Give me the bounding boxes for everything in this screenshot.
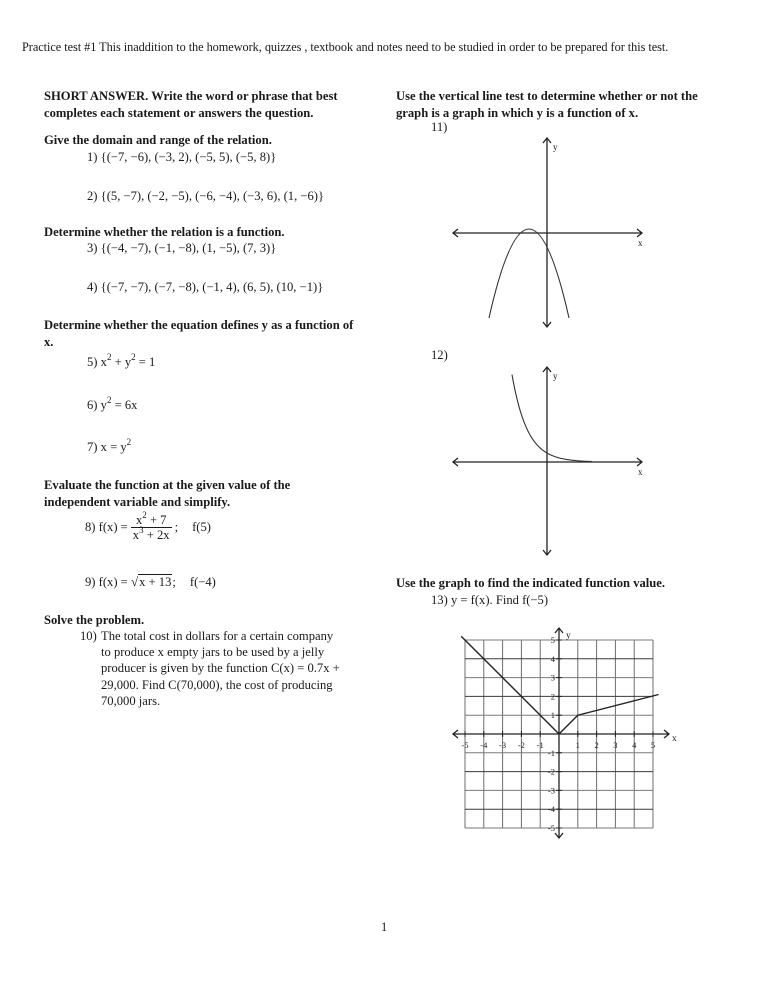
section-heading-domain-range: Give the domain and range of the relation.	[44, 133, 272, 147]
term-rest: + 2x	[143, 528, 170, 542]
section-heading-solve: Solve the problem.	[44, 613, 145, 627]
y-tick-label: -3	[547, 785, 555, 796]
question-12-number: 12)	[431, 348, 448, 362]
separator: ;	[174, 519, 179, 534]
term-base: x	[132, 528, 140, 542]
term-base: x	[135, 513, 143, 527]
question-13	[431, 592, 548, 608]
question-number: 9)	[85, 575, 96, 589]
lhs: f(x) =	[98, 519, 128, 534]
evaluate-at: f(5)	[192, 519, 211, 534]
page-header: Practice test #1 This inaddition to the homework, quizzes , textbook and notes need to be studied in order to be prepared for this test.	[22, 40, 669, 54]
section-heading-equation-function	[44, 317, 353, 350]
question-text: {(−4, −7), (−1, −8), (1, −5), (7, 3)}	[100, 241, 277, 255]
operator: +	[111, 355, 125, 369]
question-5	[87, 354, 155, 370]
question-7	[87, 439, 131, 455]
radicand: x + 13	[139, 575, 172, 589]
denominator	[131, 527, 172, 543]
exponent: 2	[126, 437, 132, 447]
graph-12	[445, 360, 650, 560]
x-axis-label: x	[638, 467, 643, 477]
exponent: 2	[131, 352, 136, 362]
x-tick-label: 5	[650, 740, 656, 750]
question-number: 13)	[431, 593, 448, 607]
y-tick-label: -1	[547, 747, 555, 758]
x-tick-label: 3	[613, 740, 618, 750]
y-tick-label: 3	[550, 672, 555, 683]
question-number: 6)	[87, 398, 98, 412]
graph-11	[445, 132, 650, 332]
instructions	[44, 88, 338, 121]
question-number: 5)	[87, 355, 98, 369]
question-4	[87, 279, 323, 295]
y-tick-label: 5	[550, 635, 555, 645]
term-base: y	[120, 440, 127, 454]
lhs: f(x) =	[98, 575, 128, 589]
y-tick-label: 1	[550, 710, 555, 721]
y-axis-label: y	[553, 371, 558, 381]
y-tick-label: -5	[547, 823, 555, 833]
question-2	[87, 188, 324, 204]
question-11-number: 11)	[431, 120, 448, 134]
function-graph-line	[461, 636, 658, 734]
heading-line-2: x.	[44, 334, 54, 349]
question-number: 8)	[85, 519, 96, 534]
y-tick-label: 2	[550, 691, 555, 702]
exponent: 2	[142, 510, 147, 520]
y-axis-label: y	[566, 631, 571, 641]
instructions-line-1: SHORT ANSWER. Write the word or phrase that best	[44, 89, 338, 103]
question-1	[87, 149, 276, 165]
x-axis-label: x	[672, 734, 677, 744]
x-tick-label: -2	[517, 740, 525, 750]
evaluate-at: f(−4)	[189, 575, 216, 589]
question-number: 4)	[87, 280, 98, 294]
text-line: 29,000. Find C(70,000), the cost of producing	[101, 677, 333, 692]
question-10-text	[101, 628, 340, 709]
lhs: x =	[100, 440, 121, 454]
question-text: y = f(x). Find f(−5)	[450, 593, 549, 607]
instructions-line-2: completes each statement or answers the question.	[44, 105, 314, 120]
numerator	[131, 510, 172, 527]
parabola-curve	[489, 229, 569, 318]
section-heading-function-value: Use the graph to find the indicated function value.	[396, 576, 666, 590]
question-10-number: 10)	[80, 629, 97, 643]
separator: ;	[172, 575, 176, 589]
fraction	[131, 510, 172, 543]
heading-line-2: independent variable and simplify.	[44, 494, 231, 509]
square-root	[131, 574, 172, 590]
question-text: {(−7, −7), (−7, −8), (−1, 4), (6, 5), (10, −1)}	[100, 280, 324, 294]
x-tick-label: -4	[480, 740, 488, 750]
question-9	[85, 574, 216, 590]
x-tick-label: 1	[575, 740, 580, 750]
heading-line-1: Evaluate the function at the given value of the	[44, 478, 291, 492]
exponent: 3	[139, 525, 144, 535]
x-tick-label: -3	[499, 740, 507, 750]
term-base: y	[100, 398, 107, 412]
question-text: {(−7, −6), (−3, 2), (−5, 5), (−5, 8)}	[100, 150, 277, 164]
x-tick-label: 2	[594, 740, 599, 750]
text-line: 70,000 jars.	[101, 693, 161, 708]
x-tick-label: -1	[536, 740, 544, 750]
x-tick-label: -5	[461, 740, 469, 750]
y-tick-label: -2	[547, 766, 555, 777]
heading-line-1: Use the vertical line test to determine whether or not the	[396, 89, 698, 103]
exponent: 2	[106, 395, 112, 405]
y-tick-label: 4	[550, 653, 555, 664]
page-number: 1	[381, 920, 388, 934]
section-heading-relation-function: Determine whether the relation is a function.	[44, 225, 285, 239]
y-axis-label: y	[553, 142, 558, 152]
term-base: x	[100, 355, 107, 369]
heading-line-2: graph is a graph in which y is a function of x.	[396, 105, 639, 120]
question-6	[87, 397, 137, 413]
rhs: = 6x	[111, 398, 138, 412]
x-tick-label: 4	[632, 740, 637, 750]
question-8	[85, 510, 211, 543]
exponential-curve	[512, 375, 592, 462]
section-heading-vertical-line-test	[396, 88, 698, 121]
rhs: = 1	[135, 355, 156, 369]
question-number: 2)	[87, 189, 98, 203]
question-number: 7)	[87, 440, 98, 454]
section-heading-evaluate	[44, 477, 290, 510]
question-3	[87, 240, 276, 256]
graph-13	[440, 620, 685, 845]
text-line: to produce x empty jars to be used by a jelly	[101, 645, 325, 660]
term-base: y	[124, 355, 132, 369]
y-tick-label: -4	[547, 804, 555, 815]
text-line: The total cost in dollars for a certain company	[101, 629, 334, 643]
x-axis-label: x	[638, 238, 643, 248]
radical-icon: √	[130, 574, 139, 589]
text-line: producer is given by the function C(x) = 0.7x +	[101, 661, 340, 676]
question-number: 3)	[87, 241, 98, 255]
term-rest: + 7	[146, 513, 167, 527]
heading-line-1: Determine whether the equation defines y as a function of	[44, 318, 354, 332]
question-text: {(5, −7), (−2, −5), (−6, −4), (−3, 6), (1, −6)}	[100, 189, 325, 203]
question-number: 1)	[87, 150, 98, 164]
exponent: 2	[106, 352, 112, 362]
